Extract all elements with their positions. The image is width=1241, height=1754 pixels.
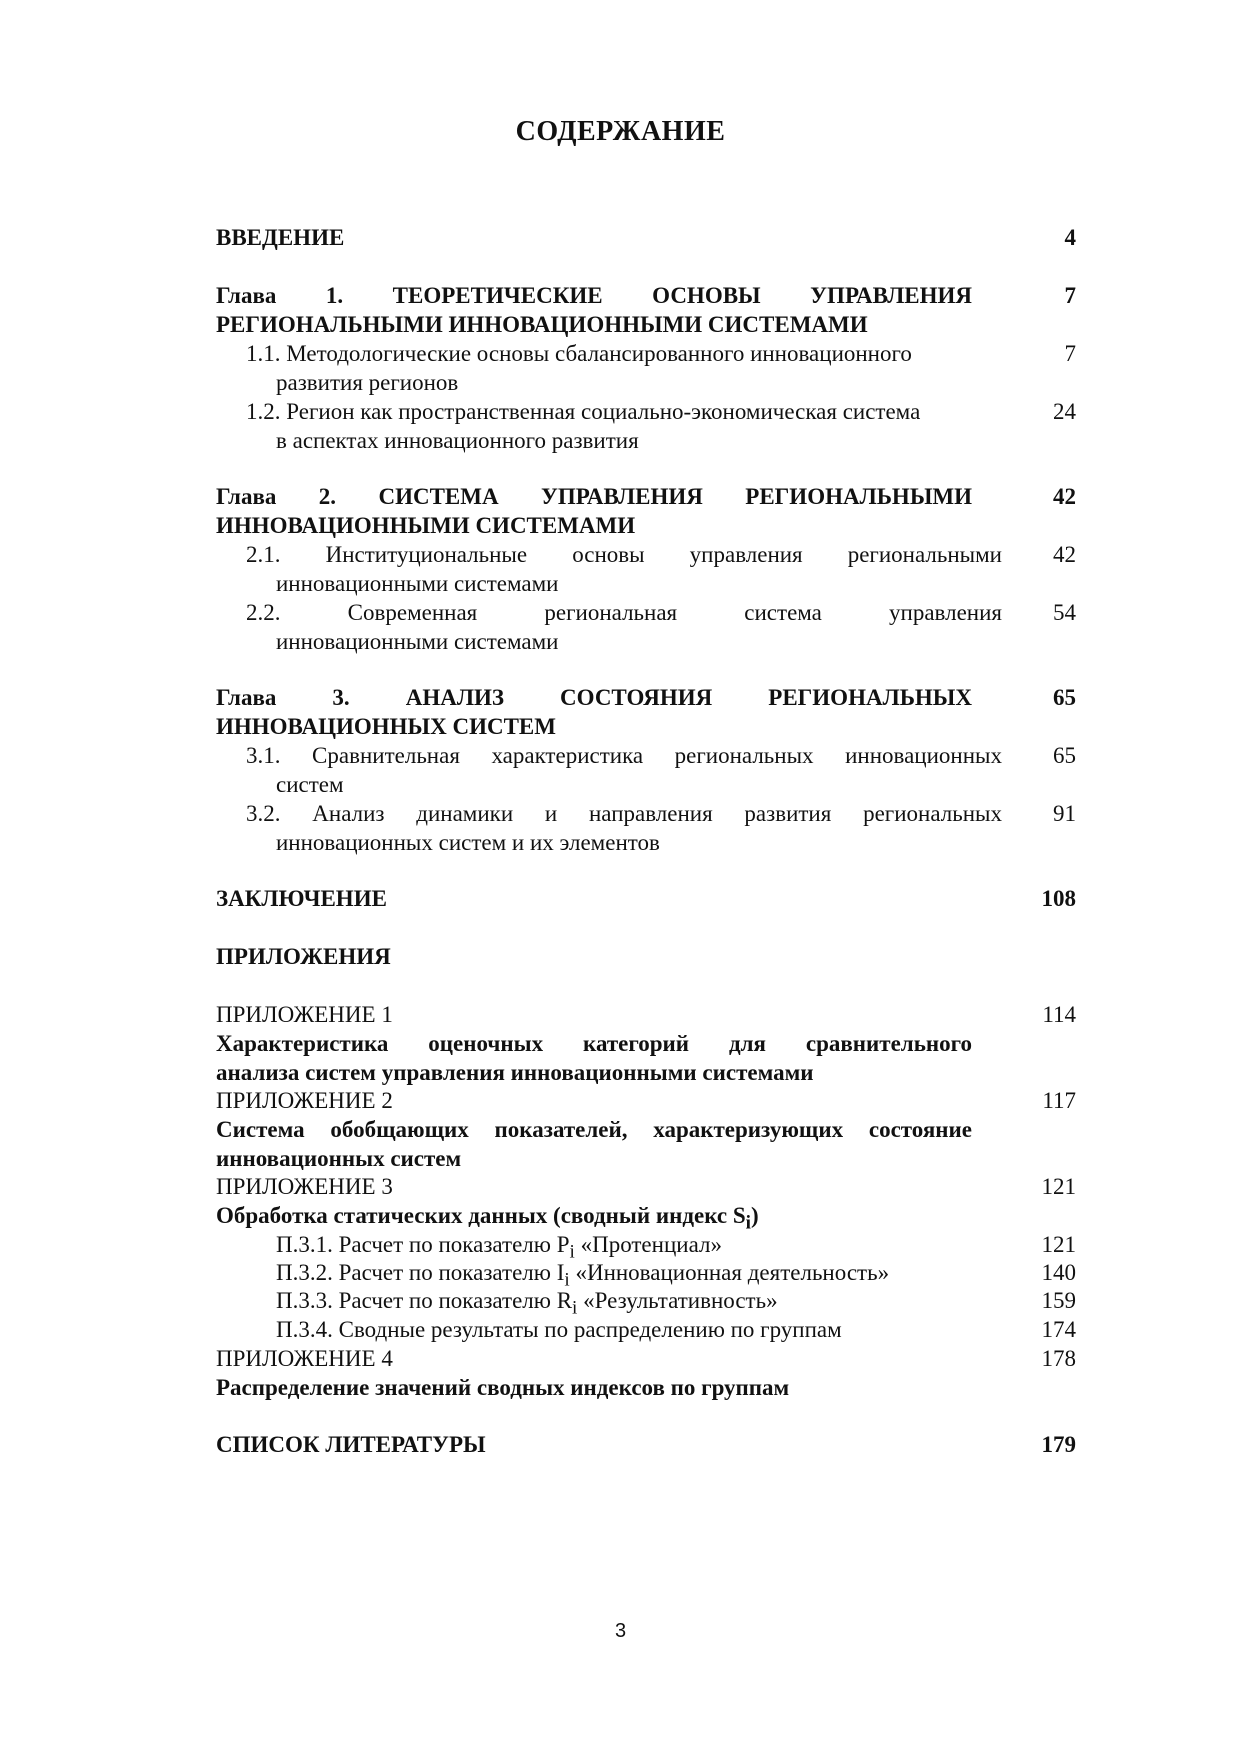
toc-label: Система обобщающих показателей, характеризующих состояние bbox=[216, 1117, 972, 1142]
toc-label: ПРИЛОЖЕНИЕ 4 bbox=[216, 1346, 393, 1371]
toc-label-text: Обработка статических данных (сводный индекс S bbox=[216, 1203, 746, 1228]
toc-label-text: «Результативность» bbox=[577, 1288, 778, 1313]
toc-label: 1.2. Регион как пространственная социально-экономическая система bbox=[246, 399, 921, 424]
toc-label: ВВЕДЕНИЕ bbox=[216, 225, 345, 250]
toc-page-number: 159 bbox=[1041, 1288, 1076, 1313]
toc-page-number: 65 bbox=[1053, 685, 1076, 710]
page-number: 3 bbox=[614, 1620, 627, 1642]
toc-label: ЗАКЛЮЧЕНИЕ bbox=[216, 886, 387, 911]
toc-page-number: 4 bbox=[1064, 225, 1076, 250]
toc-label: инновационными системами bbox=[276, 571, 559, 596]
toc-label: Глава 2. СИСТЕМА УПРАВЛЕНИЯ РЕГИОНАЛЬНЫМИ bbox=[216, 484, 972, 509]
toc-page-number: 121 bbox=[1041, 1174, 1076, 1199]
toc-label: инновационных систем и их элементов bbox=[276, 830, 660, 855]
toc-label-text: ) bbox=[750, 1203, 759, 1228]
toc-label: ПРИЛОЖЕНИЕ 2 bbox=[216, 1088, 393, 1113]
toc-page-number: 108 bbox=[1041, 886, 1076, 911]
toc-label: инновационных систем bbox=[216, 1146, 462, 1171]
toc-page-number: 65 bbox=[1053, 743, 1076, 768]
toc-label: анализа систем управления инновационными системами bbox=[216, 1060, 814, 1085]
toc-label: П.3.4. Сводные результаты по распределению по группам bbox=[276, 1317, 842, 1342]
toc-label: 3.1. Сравнительная характеристика региональных инновационных bbox=[246, 743, 1002, 768]
toc-label: 2.2. Современная региональная система управления bbox=[246, 600, 1002, 625]
toc-label: Глава 3. АНАЛИЗ СОСТОЯНИЯ РЕГИОНАЛЬНЫХ bbox=[216, 685, 972, 710]
toc-label: Распределение значений сводных индексов по группам bbox=[216, 1375, 790, 1400]
toc-label: Характеристика оценочных категорий для сравнительного bbox=[216, 1031, 972, 1056]
toc-label: ИННОВАЦИОННЫХ СИСТЕМ bbox=[216, 714, 556, 739]
toc-page-number: 114 bbox=[1042, 1002, 1076, 1027]
toc-label-text: «Протенциал» bbox=[574, 1232, 722, 1257]
toc-label: Глава 1. ТЕОРЕТИЧЕСКИЕ ОСНОВЫ УПРАВЛЕНИЯ bbox=[216, 283, 972, 308]
toc-page-number: 7 bbox=[1064, 341, 1076, 366]
toc-page-number: 140 bbox=[1041, 1260, 1076, 1285]
toc-label: ПРИЛОЖЕНИЕ 3 bbox=[216, 1174, 393, 1199]
toc-page-number: 42 bbox=[1053, 542, 1076, 567]
toc-page-number: 7 bbox=[1064, 283, 1076, 308]
subscript: i bbox=[569, 1241, 575, 1263]
toc-label-text: «Инновационная деятельность» bbox=[569, 1260, 890, 1285]
toc-label: РЕГИОНАЛЬНЫМИ ИННОВАЦИОННЫМИ СИСТЕМАМИ bbox=[216, 312, 868, 337]
toc-label: ИННОВАЦИОННЫМИ СИСТЕМАМИ bbox=[216, 513, 636, 538]
page-title: СОДЕРЖАНИЕ bbox=[515, 116, 726, 147]
toc-label: ПРИЛОЖЕНИЯ bbox=[216, 944, 391, 969]
toc-page-number: 117 bbox=[1042, 1088, 1076, 1113]
toc-label: 2.1. Институциональные основы управления региональными bbox=[246, 542, 1002, 567]
toc-label: в аспектах инновационного развития bbox=[276, 428, 639, 453]
toc-page-number: 91 bbox=[1053, 801, 1076, 826]
toc-page-number: 121 bbox=[1041, 1232, 1076, 1257]
toc-label: ПРИЛОЖЕНИЕ 1 bbox=[216, 1002, 393, 1027]
toc-page-number: 42 bbox=[1053, 484, 1076, 509]
toc-page-number: 174 bbox=[1041, 1317, 1076, 1342]
toc-label: СПИСОК ЛИТЕРАТУРЫ bbox=[216, 1432, 486, 1457]
subscript: i bbox=[564, 1269, 570, 1291]
toc-label: 1.1. Методологические основы сбалансированного инновационного bbox=[246, 341, 912, 366]
toc-page-number: 24 bbox=[1053, 399, 1076, 424]
toc-label: инновационными системами bbox=[276, 629, 559, 654]
toc-label: развития регионов bbox=[276, 370, 459, 395]
toc-label-text: П.3.1. Расчет по показателю P bbox=[276, 1232, 570, 1257]
toc-label-text: П.3.2. Расчет по показателю I bbox=[276, 1260, 565, 1285]
toc-label: 3.2. Анализ динамики и направления развития региональных bbox=[246, 801, 1002, 826]
toc-page-number: 54 bbox=[1053, 600, 1076, 625]
subscript: i bbox=[572, 1297, 578, 1319]
toc-label-text: П.3.3. Расчет по показателю R bbox=[276, 1288, 573, 1313]
toc-label: систем bbox=[276, 772, 344, 797]
toc-page-number: 178 bbox=[1041, 1346, 1076, 1371]
toc-page-number: 179 bbox=[1041, 1432, 1076, 1457]
subscript: i bbox=[745, 1212, 751, 1234]
